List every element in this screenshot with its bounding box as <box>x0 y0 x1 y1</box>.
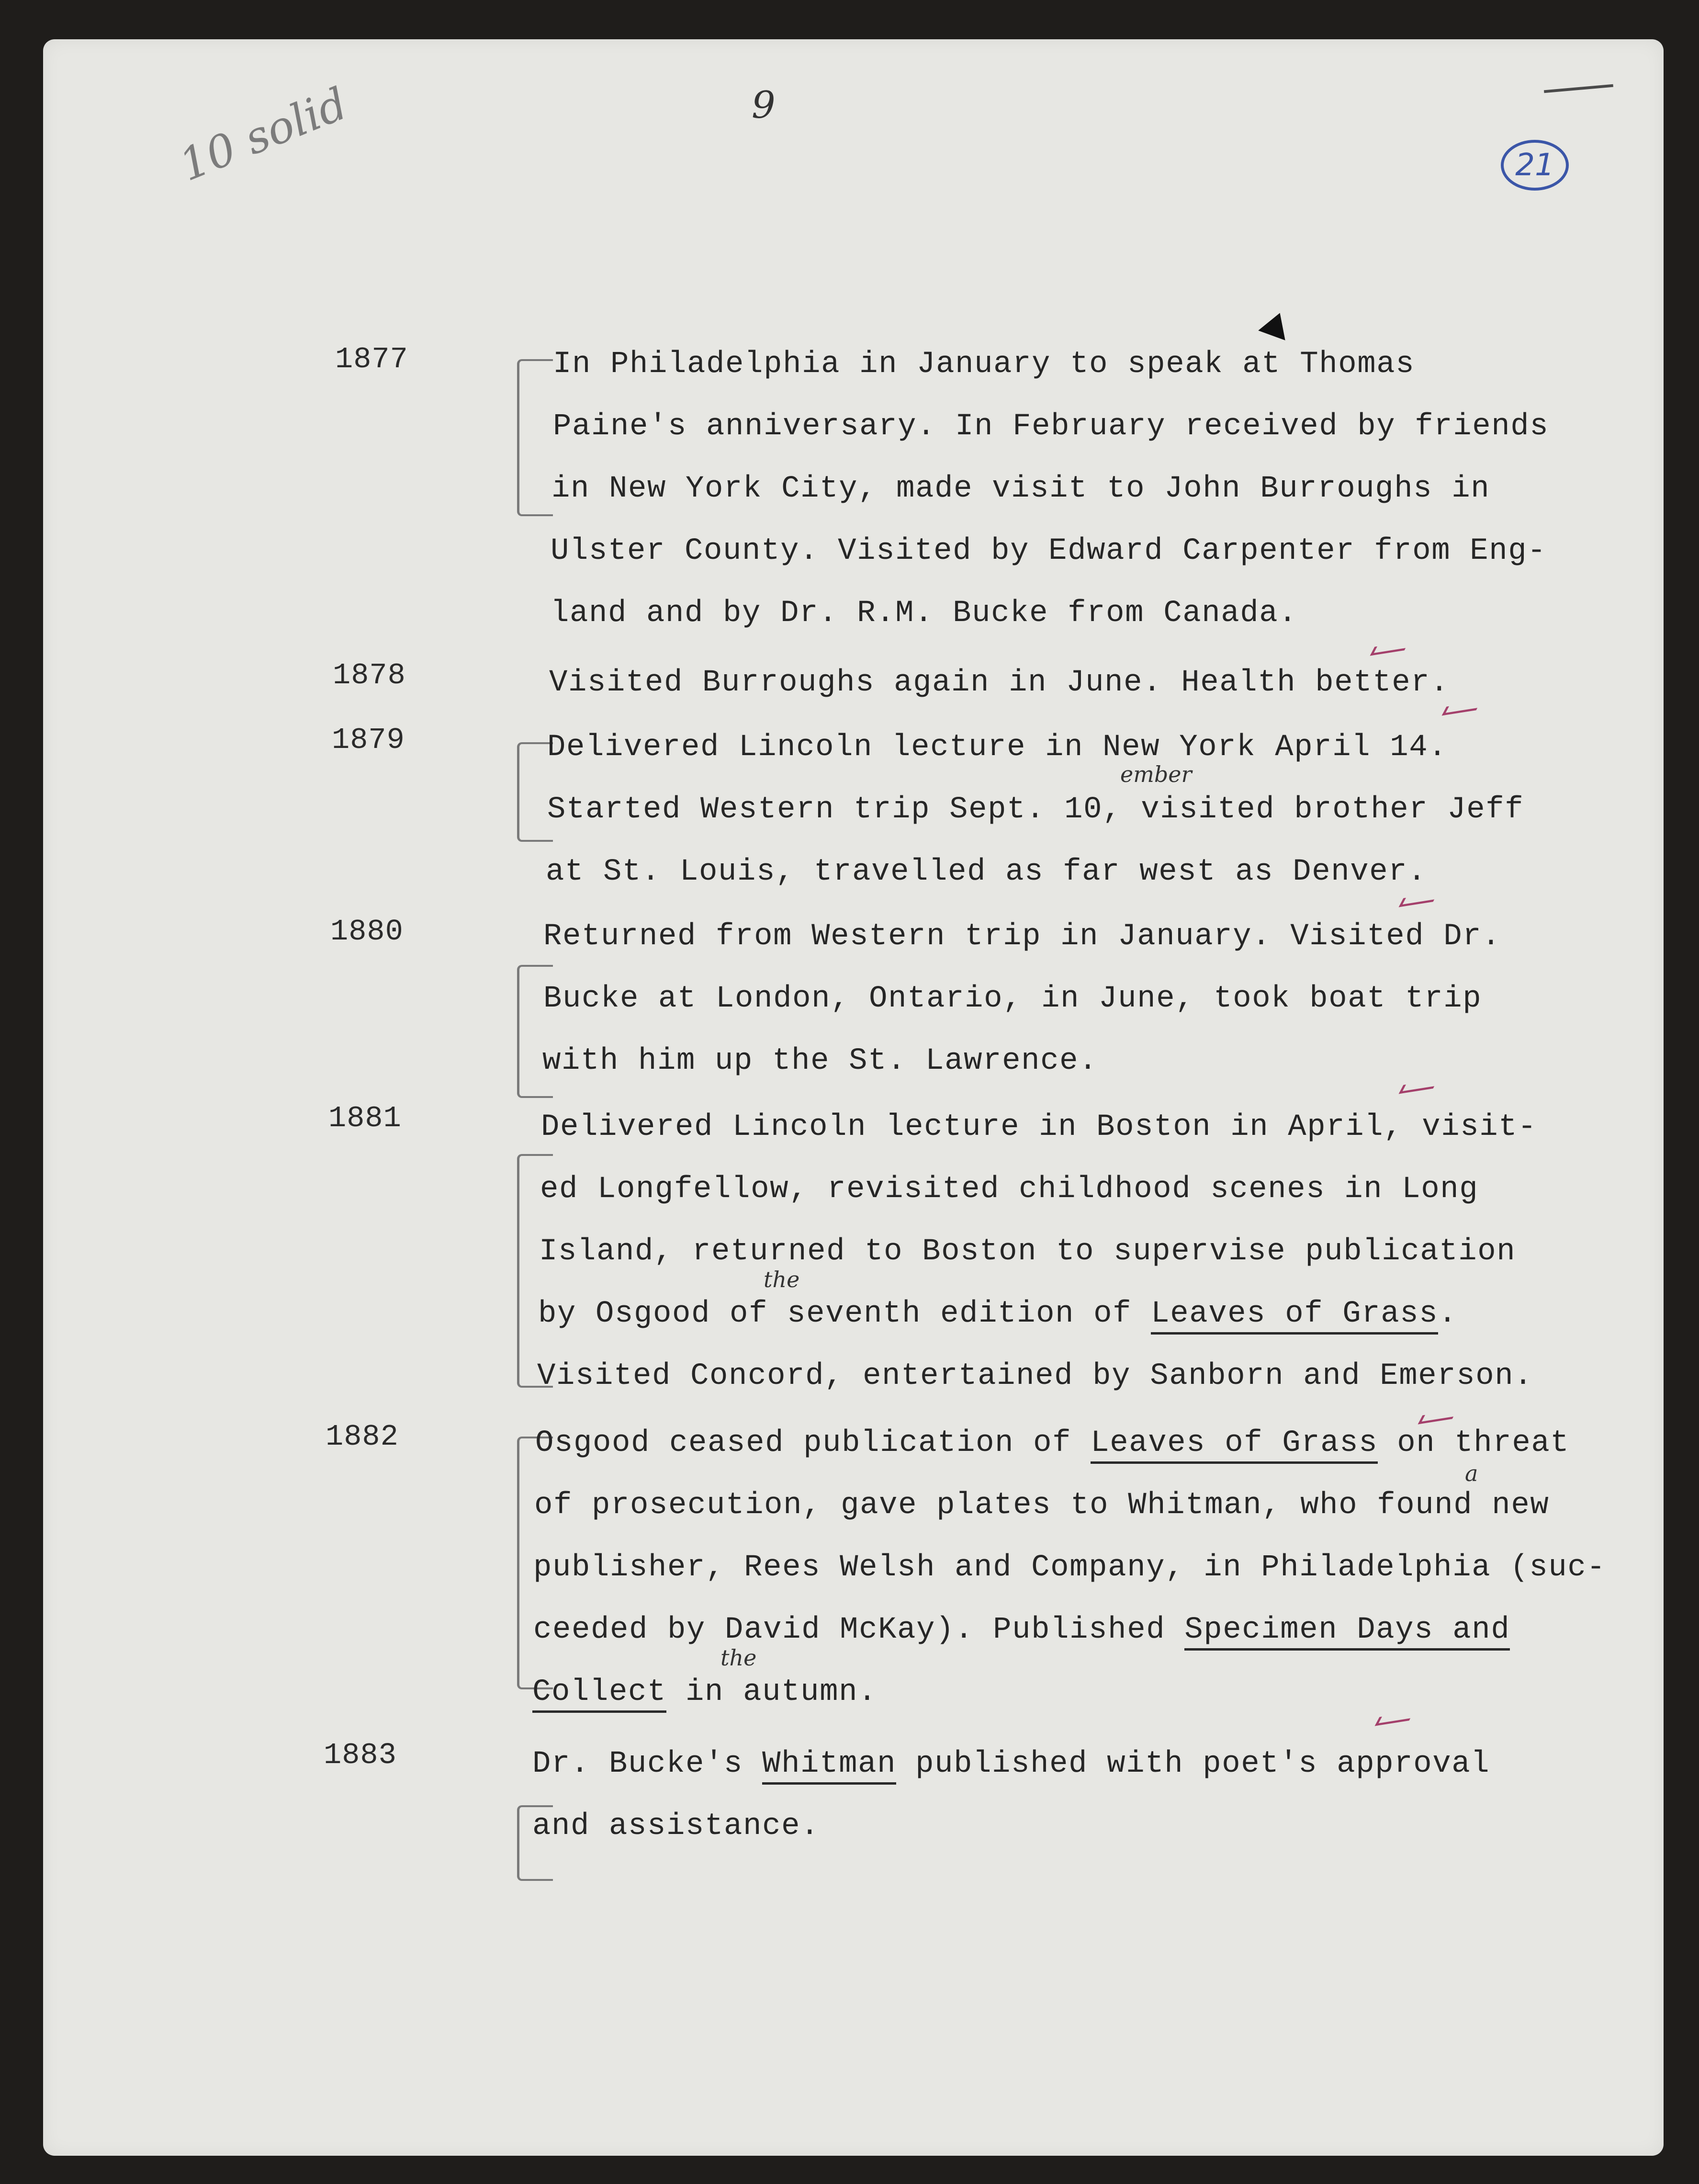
entry-text: ceeded by David McKay). Published <box>533 1613 1185 1647</box>
page-number-circle <box>1501 140 1569 191</box>
handwritten-insertion: ember <box>1120 761 1192 787</box>
book-title-underlined: Collect <box>532 1675 666 1713</box>
entry-line: at St. Louis, travelled as far west as Denver. <box>546 855 1427 889</box>
entry-line: Returned from Western trip in January. Visited Dr. <box>543 919 1501 954</box>
entry-line <box>538 1297 1457 1331</box>
entry-line: publisher, Rees Welsh and Company, in Philadelphia (suc- <box>533 1550 1606 1585</box>
entry-text: Dr. Bucke's <box>532 1747 763 1781</box>
top-mark: 9 <box>752 84 776 127</box>
entry-line: Island, returned to Boston to supervise publication <box>539 1234 1516 1269</box>
entry-text: by Osgood of seventh edition of <box>538 1297 1151 1331</box>
entry-line: ed Longfellow, revisited childhood scenes in Long <box>540 1172 1479 1207</box>
entry-line: in New York City, made visit to John Burroughs in <box>551 472 1490 506</box>
entry-line <box>532 1747 1490 1781</box>
handwritten-insertion: the <box>720 1645 757 1671</box>
book-title-underlined: Leaves of Grass <box>1151 1297 1438 1335</box>
entry-line: with him up the St. Lawrence. <box>542 1044 1098 1078</box>
entry-line: Ulster County. Visited by Edward Carpenter from Eng- <box>551 534 1547 568</box>
handwritten-insertion: a <box>1465 1460 1478 1486</box>
entry-line <box>535 1426 1569 1460</box>
entry-text: . <box>1438 1297 1458 1331</box>
book-title-underlined: Leaves of Grass <box>1091 1426 1378 1464</box>
entry-line <box>533 1613 1510 1647</box>
year-label: 1877 <box>335 342 408 376</box>
entry-line: of prosecution, gave plates to Whitman, who found new <box>534 1488 1550 1523</box>
entry-text: on threat <box>1378 1426 1570 1460</box>
entry-line: and assistance. <box>532 1809 820 1844</box>
page-number: 21 <box>1515 147 1554 183</box>
entry-text: in autumn. <box>666 1675 878 1709</box>
handwritten-insertion: the <box>764 1267 800 1292</box>
entry-line: land and by Dr. R.M. Bucke from Canada. <box>551 596 1298 631</box>
entry-text: published with poet's approval <box>896 1747 1490 1781</box>
entry-line: Visited Burroughs again in June. Health better. <box>549 666 1450 700</box>
entry-line: Started Western trip Sept. 10, visited brother Jeff <box>547 792 1524 827</box>
editor-bracket <box>517 359 553 516</box>
pencil-annotation: 10 solid <box>172 78 355 192</box>
entry-line: Paine's anniversary. In February received by friends <box>553 409 1549 444</box>
year-label: 1881 <box>328 1101 402 1135</box>
entry-line: Visited Concord, entertained by Sanborn and Emerson. <box>537 1359 1533 1393</box>
year-label: 1880 <box>330 915 404 949</box>
year-label: 1882 <box>326 1420 399 1454</box>
book-title-underlined: Whitman <box>762 1747 896 1785</box>
entry-line <box>532 1675 877 1709</box>
entry-text: Osgood ceased publication of <box>535 1426 1091 1460</box>
entry-line: Delivered Lincoln lecture in Boston in April, visit- <box>541 1110 1537 1144</box>
year-label: 1879 <box>332 723 405 757</box>
entry-line: Delivered Lincoln lecture in New York April 14. <box>547 730 1448 765</box>
entry-line: In Philadelphia in January to speak at Thomas <box>553 347 1415 382</box>
book-title-underlined: Specimen Days and <box>1184 1613 1510 1651</box>
entry-line: Bucke at London, Ontario, in June, took boat trip <box>543 982 1482 1016</box>
year-label: 1878 <box>333 658 406 692</box>
year-label: 1883 <box>324 1738 397 1772</box>
